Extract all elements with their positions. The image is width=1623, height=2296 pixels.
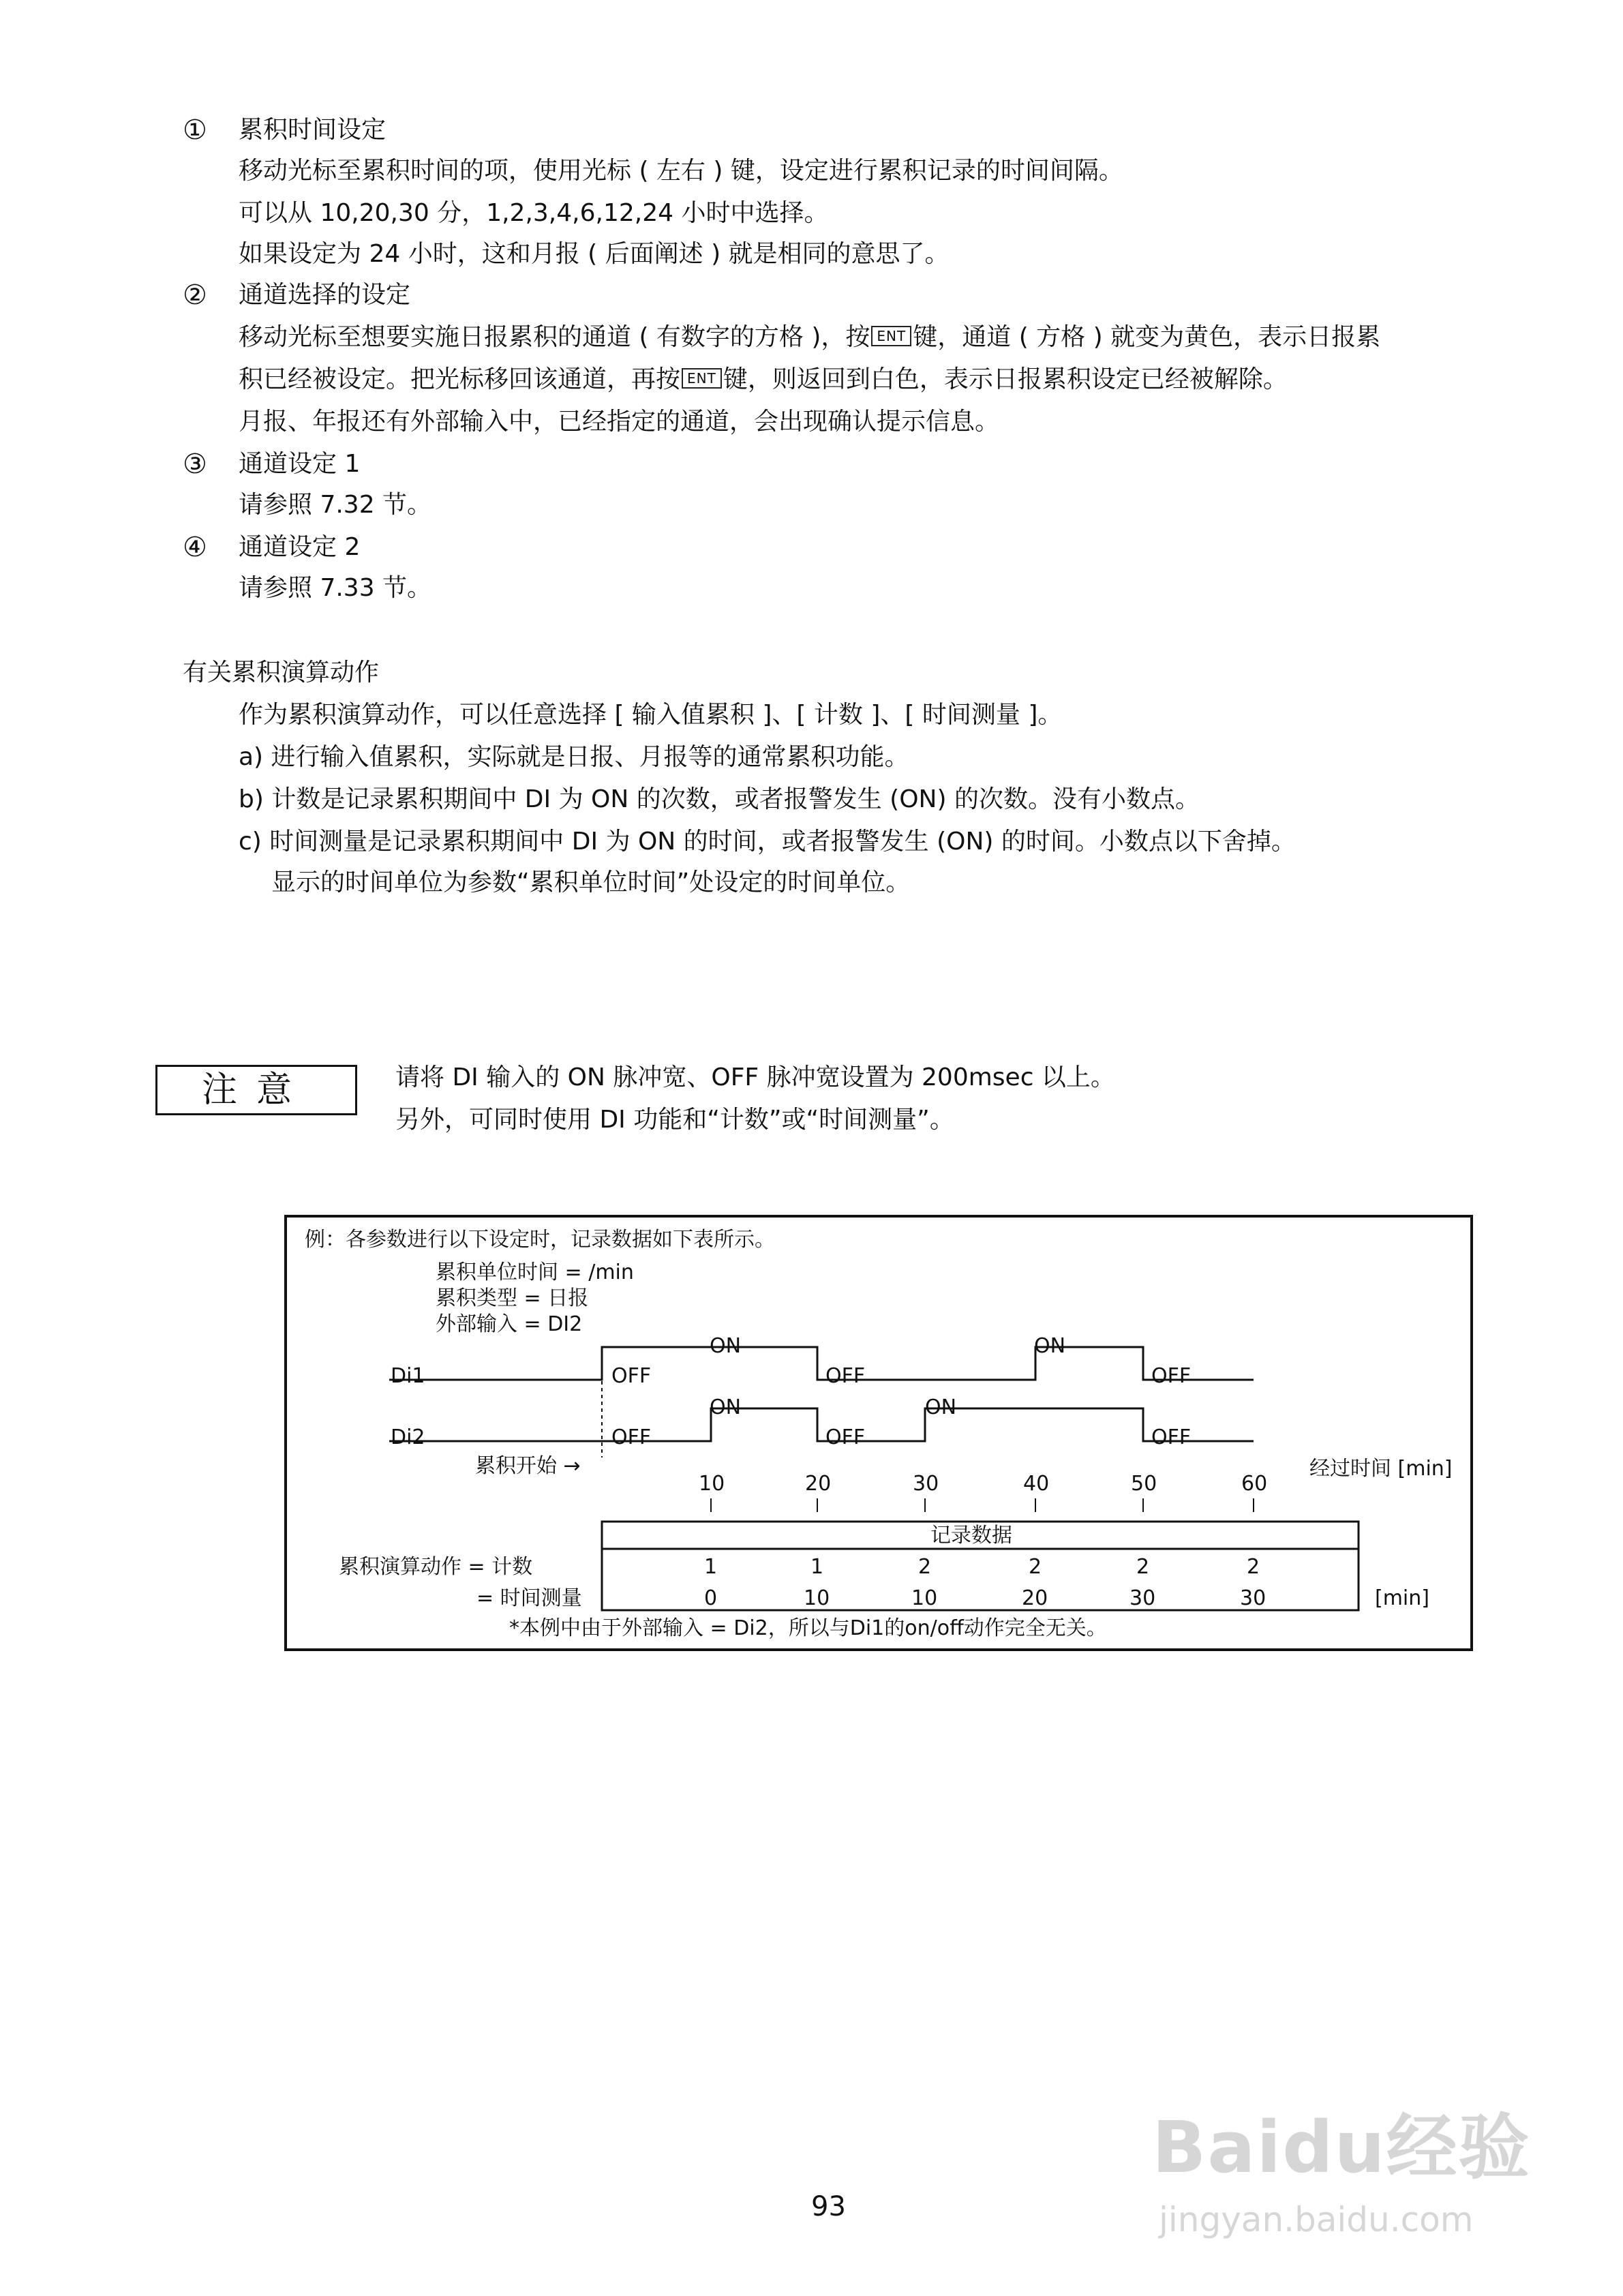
item-2-line-1-a: 移动光标至想要实施日报累积的通道 ( 有数字的方格 )，按 bbox=[239, 323, 870, 351]
watermark-logo: Baidu经验 bbox=[1152, 2106, 1531, 2189]
diagram-param-1: 累积单位时间 = /min bbox=[436, 1260, 634, 1284]
time-value: 30 bbox=[1240, 1586, 1266, 1610]
diagram-footnote: *本例中由于外部输入 = Di2，所以与Di1的on/off动作完全无关。 bbox=[509, 1616, 1107, 1640]
page-number: 93 bbox=[811, 2191, 846, 2222]
tick-label: 10 bbox=[699, 1472, 725, 1496]
di2-on-label: ON bbox=[710, 1395, 742, 1419]
item-2-line-1-b: 键，通道 ( 方格 ) 就变为黄色，表示日报累 bbox=[913, 323, 1381, 351]
time-value: 20 bbox=[1022, 1586, 1048, 1610]
di1-off-label: OFF bbox=[825, 1364, 866, 1388]
di2-on-label: ON bbox=[925, 1395, 957, 1419]
watermark-url: jingyan.baidu.com bbox=[1159, 2200, 1474, 2239]
tick-label: 20 bbox=[805, 1472, 832, 1496]
notice-line-2: 另外，可同时使用 DI 功能和“计数”或“时间测量”。 bbox=[395, 1106, 954, 1134]
item-1-title: 累积时间设定 bbox=[239, 116, 386, 144]
section-line-3: b) 计数是记录累积期间中 DI 为 ON 的次数，或者报警发生 (ON) 的次数。没有小数点。 bbox=[239, 785, 1200, 813]
di1-on-label: ON bbox=[1034, 1334, 1066, 1358]
notice-line-1: 请将 DI 输入的 ON 脉冲宽、OFF 脉冲宽设置为 200msec 以上。 bbox=[395, 1063, 1115, 1091]
diagram-intro: 例：各参数进行以下设定时，记录数据如下表所示。 bbox=[305, 1228, 775, 1252]
count-value: 1 bbox=[704, 1555, 718, 1579]
item-1-line-2: 可以从 10,20,30 分，1,2,3,4,6,12,24 小时中选择。 bbox=[239, 199, 829, 227]
di2-off-label: OFF bbox=[825, 1425, 866, 1449]
section-line-1: 作为累积演算动作，可以任意选择 [ 输入值累积 ]、[ 计数 ]、[ 时间测量 ]。 bbox=[239, 701, 1063, 729]
notice-label: 注意 bbox=[155, 1065, 357, 1115]
time-value: 0 bbox=[704, 1586, 718, 1610]
item-1-line-3: 如果设定为 24 小时，这和月报 ( 后面阐述 ) 就是相同的意思了。 bbox=[239, 240, 950, 268]
section-line-2: a) 进行输入值累积，实际就是日报、月报等的通常累积功能。 bbox=[239, 743, 909, 771]
item-3-marker: ③ bbox=[183, 449, 207, 480]
ent-key-icon: ENT bbox=[682, 368, 722, 389]
count-value: 2 bbox=[1247, 1555, 1260, 1579]
di2-off-label: OFF bbox=[1151, 1425, 1192, 1449]
item-2-line-2 bbox=[239, 363, 1288, 397]
di1-label: Di1 bbox=[391, 1364, 425, 1388]
example-diagram bbox=[284, 1215, 1473, 1651]
elapsed-time-label: 经过时间 [min] bbox=[1309, 1457, 1453, 1481]
item-3-title: 通道设定 1 bbox=[239, 450, 361, 478]
time-unit-label: [min] bbox=[1375, 1586, 1429, 1610]
diagram-param-3: 外部输入 = DI2 bbox=[436, 1312, 583, 1336]
di2-label: Di2 bbox=[391, 1425, 425, 1449]
integration-start-label: 累积开始 → bbox=[475, 1454, 581, 1478]
section-line-4: c) 时间测量是记录累积期间中 DI 为 ON 的时间，或者报警发生 (ON) 的时间。小数点以下舍掉。 bbox=[239, 828, 1296, 856]
time-value: 10 bbox=[804, 1586, 830, 1610]
di1-off-label: OFF bbox=[1151, 1364, 1192, 1388]
item-3-line-1: 请参照 7.32 节。 bbox=[239, 491, 432, 519]
di1-off-label: OFF bbox=[611, 1364, 652, 1388]
item-2-line-1 bbox=[239, 320, 1380, 354]
time-value: 10 bbox=[911, 1586, 938, 1610]
di2-off-label: OFF bbox=[611, 1425, 652, 1449]
diagram-param-2: 累积类型 = 日报 bbox=[436, 1286, 589, 1310]
item-1-line-1: 移动光标至累积时间的项，使用光标 ( 左右 ) 键，设定进行累积记录的时间间隔。 bbox=[239, 157, 1123, 185]
count-value: 1 bbox=[810, 1555, 824, 1579]
time-row-label: = 时间测量 bbox=[476, 1586, 582, 1610]
item-4-marker: ④ bbox=[183, 532, 207, 563]
ent-key-icon: ENT bbox=[871, 326, 911, 346]
tick-label: 40 bbox=[1023, 1472, 1050, 1496]
item-2-line-2-a: 积已经被设定。把光标移回该通道，再按 bbox=[239, 365, 681, 393]
section-line-5: 显示的时间单位为参数“累积单位时间”处设定的时间单位。 bbox=[271, 868, 911, 896]
item-2-marker: ② bbox=[183, 280, 207, 311]
item-2-line-2-b: 键，则返回到白色，表示日报累积设定已经被解除。 bbox=[723, 365, 1288, 393]
item-1-marker: ① bbox=[183, 115, 207, 146]
time-value: 30 bbox=[1129, 1586, 1156, 1610]
item-2-line-3: 月报、年报还有外部输入中，已经指定的通道，会出现确认提示信息。 bbox=[239, 408, 1000, 436]
count-row-label: 累积演算动作 = 计数 bbox=[339, 1555, 533, 1579]
tick-label: 50 bbox=[1131, 1472, 1157, 1496]
section-heading: 有关累积演算动作 bbox=[183, 659, 380, 686]
item-4-title: 通道设定 2 bbox=[239, 533, 361, 561]
item-4-line-1: 请参照 7.33 节。 bbox=[239, 574, 432, 602]
di2-waveform bbox=[389, 1408, 1254, 1441]
tick-label: 30 bbox=[913, 1472, 939, 1496]
record-data-header: 记录数据 bbox=[930, 1524, 1012, 1547]
tick-label: 60 bbox=[1241, 1472, 1268, 1496]
item-2-title: 通道选择的设定 bbox=[239, 281, 411, 309]
count-value: 2 bbox=[1136, 1555, 1150, 1579]
di1-on-label: ON bbox=[710, 1334, 742, 1358]
di1-waveform bbox=[389, 1347, 1254, 1380]
count-value: 2 bbox=[1029, 1555, 1042, 1579]
count-value: 2 bbox=[918, 1555, 932, 1579]
